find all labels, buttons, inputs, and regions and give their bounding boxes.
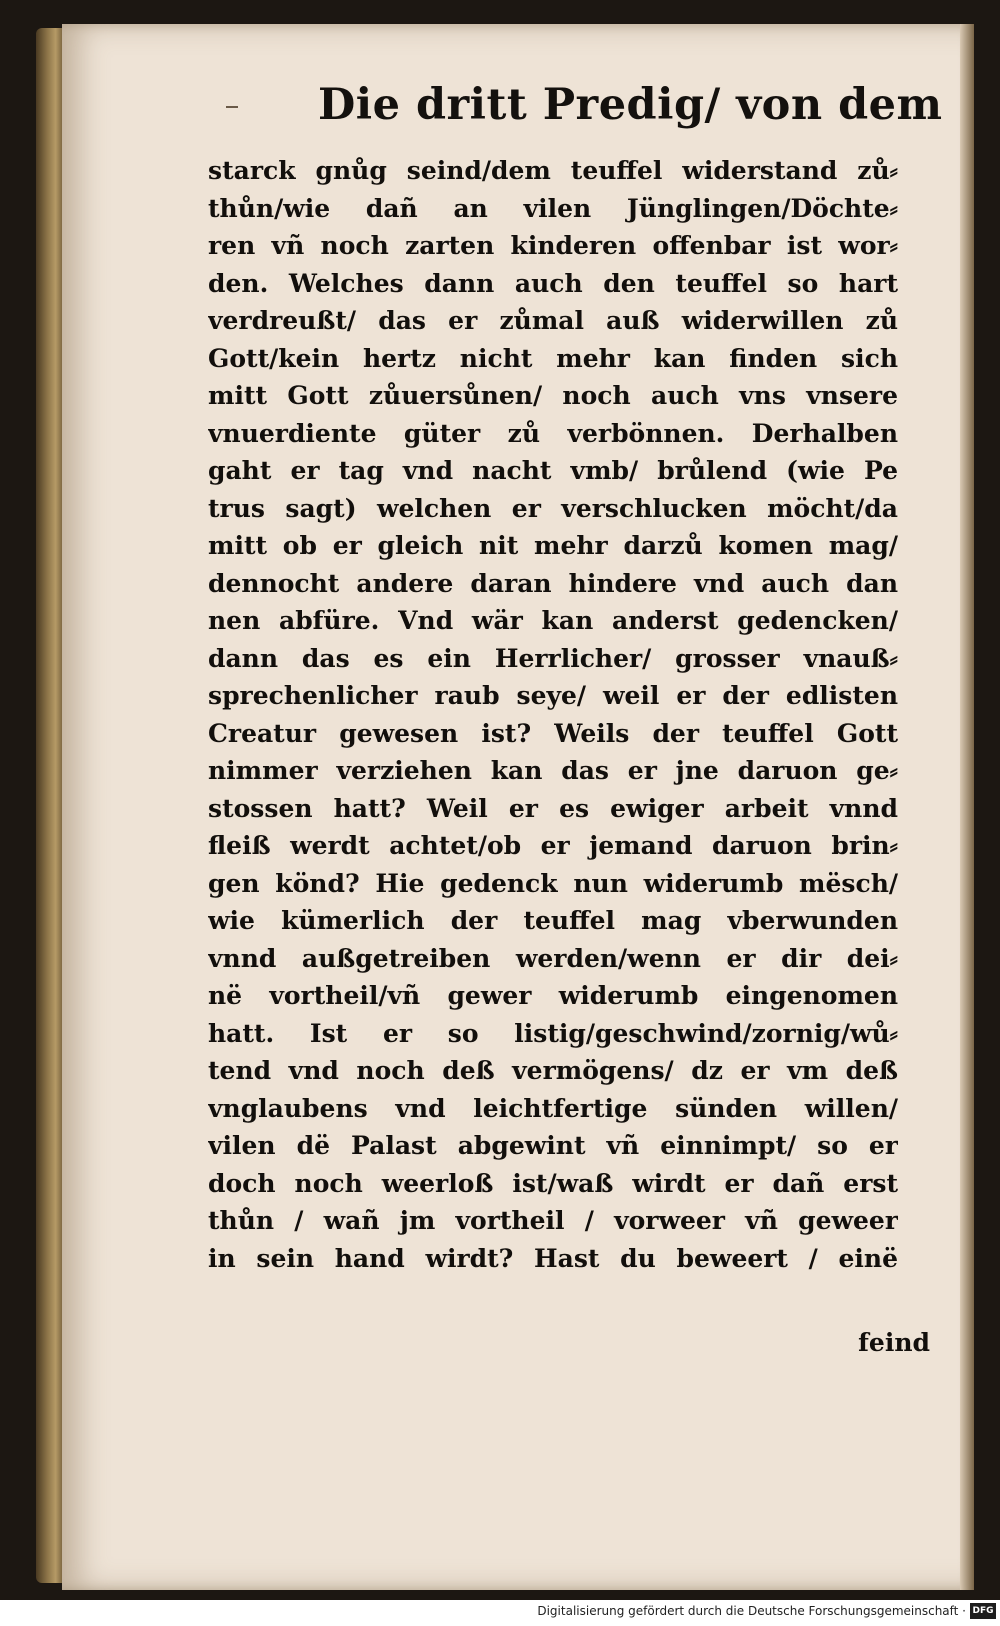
text-line: starck gnůg seind/dem teuffel widerstand zů⸗ — [208, 156, 898, 185]
text-line: verdreußt/ das er zůmal auß widerwillen zů — [208, 306, 898, 335]
text-line: stossen hatt? Weil er es ewiger arbeit vnnd — [208, 793, 898, 823]
text-line: dennocht andere daran hindere vnd auch dan — [208, 568, 898, 598]
text-line: mitt Gott zůuersůnen/ noch auch vns vnsere — [208, 381, 898, 410]
text-line: Gott/kein hertz nicht mehr kan finden sich — [208, 343, 898, 373]
text-line: vilen dë Palast abgewint vñ einnimpt/ so er — [208, 1131, 898, 1160]
text-line: në vortheil/vñ gewer widerumb eingenomen — [208, 981, 898, 1010]
text-line: fleiß werdt achtet/ob er jemand daruon brin⸗ — [208, 831, 898, 860]
page-edge-shadow — [960, 24, 974, 1590]
text-line: den. Welches dann auch den teuffel so hart — [208, 268, 898, 298]
text-line: hatt. Ist er so listig/geschwind/zornig/wů⸗ — [208, 1018, 898, 1048]
text-line: vnglaubens vnd leichtfertige sünden willen/ — [208, 1093, 898, 1123]
text-line: sprechenlicher raub seye/ weil er der edlisten — [208, 681, 898, 710]
text-line: vnnd außgetreiben werden/wenn er dir dei⸗ — [208, 943, 898, 973]
text-line: nen abfüre. Vnd wär kan anderst gedencken/ — [208, 606, 898, 635]
text-line: gen könd? Hie gedenck nun widerumb mësch/ — [208, 868, 898, 898]
running-head: Die dritt Predig/ von dem — [318, 80, 943, 130]
digitization-credit: Digitalisierung gefördert durch die Deutsche Forschungsgemeinschaft · — [537, 1604, 966, 1618]
body-text — [208, 152, 898, 1277]
text-line: dann das es ein Herrlicher/ grosser vnauß⸗ — [208, 643, 898, 673]
text-line: in sein hand wirdt? Hast du beweert / einë — [208, 1243, 898, 1273]
catchword: feind — [858, 1328, 930, 1357]
text-line: nimmer verziehen kan das er jne daruon ge⸗ — [208, 756, 898, 785]
book-spine-edge — [36, 28, 64, 1583]
text-line: wie kümerlich der teuffel mag vberwunden — [208, 906, 898, 935]
text-line: doch noch weerloß ist/waß wirdt er dañ erst — [208, 1168, 898, 1198]
text-line: gaht er tag vnd nacht vmb/ brůlend (wie Pe — [208, 456, 898, 485]
digitization-footer — [0, 1600, 1000, 1626]
dfg-logo-icon: DFG — [970, 1603, 996, 1619]
text-line: thůn / wañ jm vortheil / vorweer vñ geweer — [208, 1206, 898, 1235]
text-line: Creatur gewesen ist? Weils der teuffel Gott — [208, 718, 898, 748]
text-line: vnuerdiente güter zů verbönnen. Derhalben — [208, 418, 898, 448]
running-head-mark — [226, 106, 238, 108]
text-line: trus sagt) welchen er verschlucken möcht/da — [208, 493, 898, 523]
text-line: mitt ob er gleich nit mehr darzů komen mag/ — [208, 531, 898, 560]
text-line: tend vnd noch deß vermögens/ dz er vm deß — [208, 1056, 898, 1085]
text-line: ren vñ noch zarten kinderen offenbar ist wor⸗ — [208, 231, 898, 260]
text-line: thůn/wie dañ an vilen Jünglingen/Döchte⸗ — [208, 193, 898, 223]
